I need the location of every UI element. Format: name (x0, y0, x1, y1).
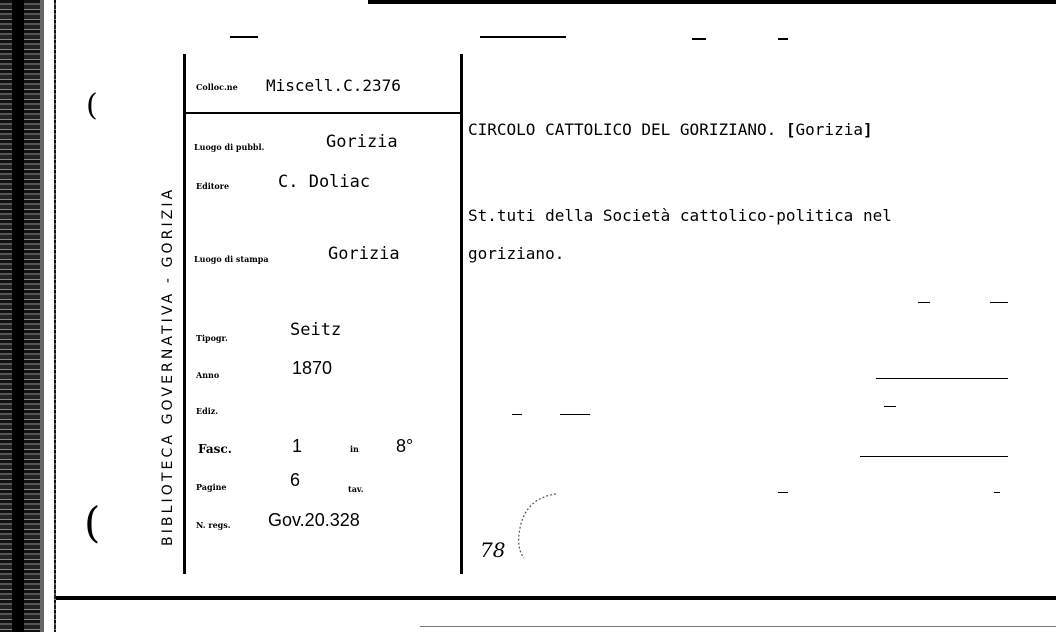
tav-label: tav. (348, 484, 364, 494)
description-line-2: goriziano. (468, 244, 565, 263)
title-place: Gorizia (795, 120, 863, 139)
library-vertical-label: BIBLIOTECA GOVERNATIVA - GORIZIA (160, 186, 176, 546)
anno-value: 1870 (292, 358, 333, 378)
bracket-open: [ (785, 120, 796, 139)
description-line-1: St.tuti della Società cattolico-politica nel (468, 206, 892, 225)
bottom-rule (56, 596, 1056, 600)
bracket-close: ] (862, 120, 873, 139)
colloc-value: Miscell.C.2376 (266, 76, 401, 95)
dash (876, 378, 1008, 379)
luogo-pubbl-value: Gorizia (326, 132, 398, 152)
title-line (468, 120, 873, 139)
dash (990, 302, 1008, 303)
fasc-value: 1 (292, 436, 303, 456)
scan-edge-dark (12, 0, 24, 632)
fasc-label: Fasc. (198, 442, 232, 456)
nreg-label: N. regs. (196, 520, 231, 530)
scan-edge-light (44, 0, 54, 632)
title-text: CIRCOLO CATTOLICO DEL GORIZIANO. (468, 120, 777, 139)
tipogr-label: Tipogr. (196, 333, 228, 343)
editore-value: C. Doliac (278, 172, 371, 192)
colloc-label: Colloc.ne (196, 82, 238, 92)
luogo-pubbl-label: Luogo di pubbl. (194, 142, 265, 152)
dash (230, 36, 258, 38)
ediz-label: Ediz. (196, 406, 219, 416)
editore-label: Editore (196, 181, 230, 191)
dash (860, 456, 1008, 457)
luogo-stampa-label: Luogo di stampa (194, 254, 269, 264)
pencil-mark: ( (86, 88, 98, 123)
dash (778, 492, 788, 493)
dash (918, 302, 930, 303)
dash (778, 38, 788, 40)
pencil-arc (496, 488, 566, 568)
nreg-value: Gov.20.328 (268, 510, 360, 530)
dash (512, 414, 522, 415)
card-rule-middle (460, 54, 463, 574)
bottom-faint-rule (420, 626, 1056, 627)
anno-label: Anno (196, 370, 220, 380)
dash (994, 492, 1000, 493)
pencil-mark: ( (84, 498, 101, 547)
format-value: 8° (396, 436, 414, 456)
dash (560, 414, 590, 415)
dash (480, 36, 566, 38)
dash (692, 38, 706, 40)
colloc-rule (186, 112, 462, 114)
card-rule-left (183, 54, 186, 574)
pagine-label: Pagine (196, 482, 227, 492)
dash (884, 406, 896, 407)
top-rule (368, 0, 1056, 4)
handwritten-number: 78 (480, 538, 506, 562)
luogo-stampa-value: Gorizia (328, 244, 400, 264)
tipogr-value: Seitz (290, 320, 342, 340)
pagine-value: 6 (290, 470, 301, 490)
in-label: in (350, 444, 359, 454)
